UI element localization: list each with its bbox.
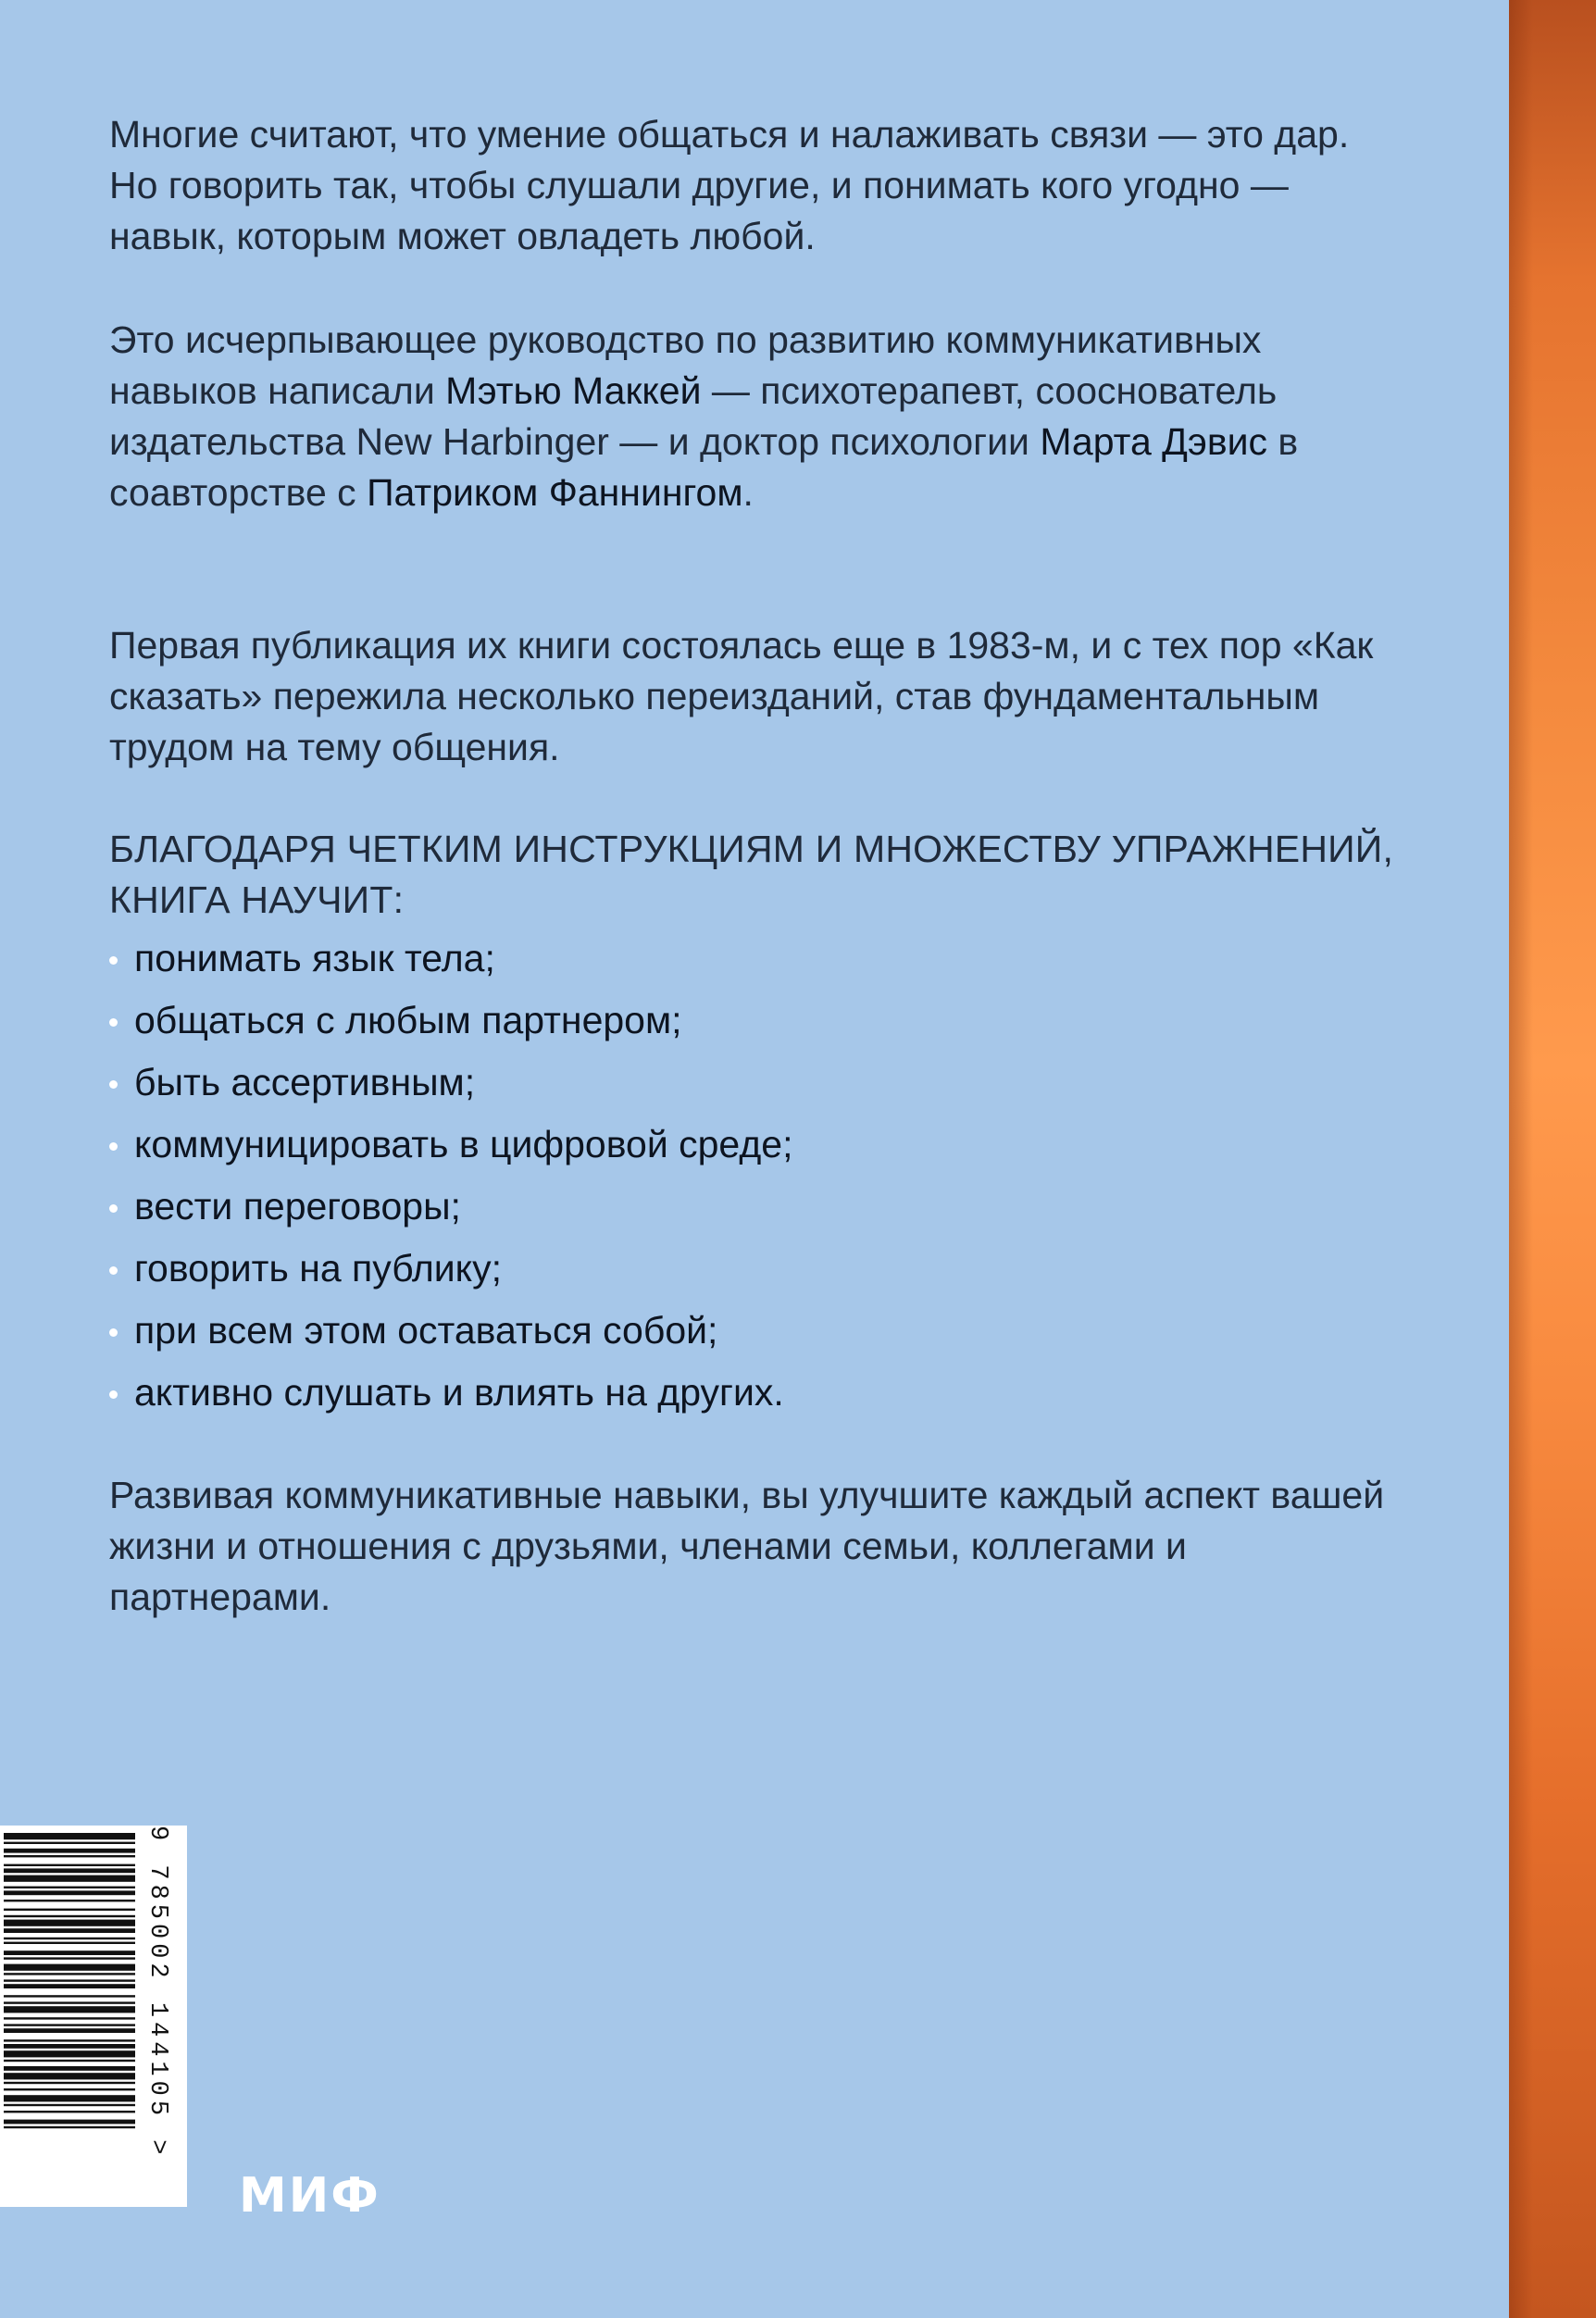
authors-text-1: Это исчерпывающее руководство по развитию коммуникативных навыков написали — [109, 318, 1262, 412]
bullet-dot-icon — [109, 1080, 118, 1089]
skill-item-text: общаться с любым партнером; — [134, 999, 682, 1041]
author-name-fanning: Патриком Фаннингом — [367, 471, 743, 514]
skill-item — [109, 933, 792, 995]
learn-heading: БЛАГОДАРЯ ЧЕТКИМ ИНСТРУКЦИЯМ И МНОЖЕСТВУ УПРАЖНЕНИЙ, КНИГА НАУЧИТ: — [109, 828, 1394, 921]
bullet-dot-icon — [109, 1266, 118, 1275]
author-name-mckay: Мэтью Маккей — [445, 369, 702, 412]
book-spine — [1509, 0, 1596, 2318]
skill-item — [109, 1181, 792, 1243]
authors-text-2: — психотерапевт, сооснователь издательства New Harbinger — и доктор психологии — [109, 369, 1278, 463]
skill-item-text: говорить на публику; — [134, 1247, 502, 1290]
bullet-dot-icon — [109, 1204, 118, 1213]
skill-item — [109, 1243, 792, 1305]
author-name-davis: Марта Дэвис — [1040, 420, 1268, 463]
authors-text-3: в соавторстве с — [109, 420, 1299, 514]
skill-item-text: при всем этом оставаться собой; — [134, 1309, 718, 1352]
isbn-barcode — [0, 1826, 187, 2207]
skill-item-text: вести переговоры; — [134, 1185, 461, 1228]
skill-item-text: понимать язык тела; — [134, 937, 495, 979]
history-paragraph: Первая публикация их книги состоялась еще в 1983-м, и с тех пор «Как сказать» пережила несколько переизданий, став фундаментальным трудом на тему общения. — [109, 624, 1374, 768]
skill-item-text: коммуницировать в цифровой среде; — [134, 1123, 793, 1165]
closing-paragraph: Развивая коммуникативные навыки, вы улучшите каждый аспект вашей жизни и отношения с друзьями, членами семьи, коллегами и партнерами. — [109, 1474, 1385, 1618]
skill-item — [109, 1057, 792, 1119]
skill-item — [109, 1119, 792, 1181]
bullet-dot-icon — [109, 1142, 118, 1151]
publisher-logo: МИФ — [239, 2168, 380, 2224]
authors-text-4: . — [742, 471, 754, 514]
skill-item — [109, 1367, 792, 1429]
barcode-digits: 9 785002 144105 > — [143, 1826, 171, 2160]
skill-item — [109, 1305, 792, 1367]
bullet-dot-icon — [109, 1018, 118, 1027]
skills-list — [109, 933, 792, 1429]
bullet-dot-icon — [109, 1328, 118, 1337]
skill-item — [109, 995, 792, 1057]
barcode-bars — [0, 1826, 139, 2207]
authors-paragraph — [109, 315, 1405, 518]
bullet-dot-icon — [109, 1390, 118, 1399]
intro-paragraph: Многие считают, что умение общаться и налаживать связи — это дар. Но говорить так, чтобы слушали другие, и понимать кого угодно — навык, которым может овладеть любой. — [109, 113, 1350, 257]
skill-item-text: активно слушать и влиять на других. — [134, 1371, 784, 1414]
bullet-dot-icon — [109, 956, 118, 965]
skill-item-text: быть ассертивным; — [134, 1061, 476, 1103]
